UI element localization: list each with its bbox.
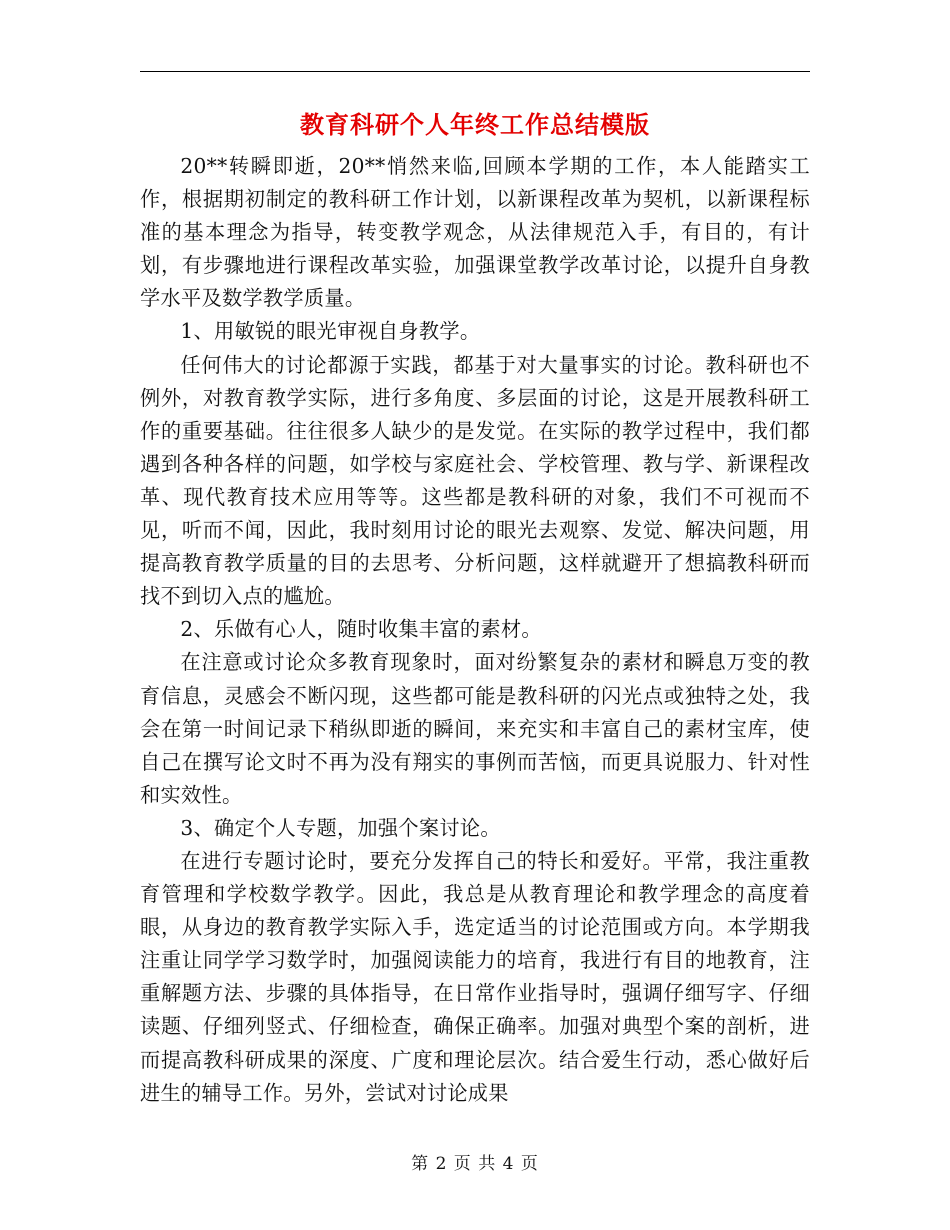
document-title: 教育科研个人年终工作总结模版: [300, 111, 650, 139]
document-body: [140, 150, 810, 1110]
paragraph-section-1: 任何伟大的讨论都源于实践，都基于对大量事实的讨论。教科研也不例外，对教育教学实际，进行多角度、多层面的讨论，这是开展教科研工作的重要基础。往往很多人缺少的是发觉。在实际的教学过程中，我们都遇到各种各样的问题，如学校与家庭社会、学校管理、教与学、新课程改革、现代教育技术应用等等。这些都是教科研的对象，我们不可视而不见，听而不闻，因此，我时刻用讨论的眼光去观察、发觉、解决问题，用提高教育教学质量的目的去思考、分析问题，这样就避开了想搞教科研而找不到切入点的尴尬。: [140, 352, 810, 609]
section-heading-3: 3、确定个人专题，加强个案讨论。: [180, 815, 501, 840]
paragraph-section-2: 在注意或讨论众多教育现象时，面对纷繁复杂的素材和瞬息万变的教育信息，灵感会不断闪现，这些都可能是教科研的闪光点或独特之处，我会在第一时间记录下稍纵即逝的瞬间，来充实和丰富自己的素材宝库，使自己在撰写论文时不再为没有翔实的事例而苦恼，而更具说服力、针对性和实效性。: [140, 650, 810, 807]
section-heading-1: 1、用敏锐的眼光审视自身教学。: [180, 319, 481, 344]
header-rule: [140, 71, 810, 72]
paragraph-section-3: 在进行专题讨论时，要充分发挥自己的特长和爱好。平常，我注重教育管理和学校数学教学。因此，我总是从教育理论和教学理念的高度着眼，从身边的教育教学实际入手，选定适当的讨论范围或方向。本学期我注重让同学学习数学时，加强阅读能力的培育，我进行有目的地教育，注重解题方法、步骤的具体指导，在日常作业指导时，强调仔细写字、仔细读题、仔细列竖式、仔细检查，确保正确率。加强对典型个案的剖析，进而提高教科研成果的深度、广度和理论层次。结合爱生行动，悉心做好后进生的辅导工作。另外，尝试对讨论成果: [140, 848, 810, 1105]
section-heading-2: 2、乐做有心人，随时收集丰富的素材。: [180, 617, 542, 642]
paragraph-intro: 20**转瞬即逝，20**悄然来临,回顾本学期的工作，本人能踏实工作，根据期初制定的教科研工作计划，以新课程改革为契机，以新课程标准的基本理念为指导，转变教学观念，从法律规范入手，有目的，有计划，有步骤地进行课程改革实验，加强课堂教学改革讨论，以提升自身教学水平及数学教学质量。: [140, 154, 810, 311]
page-number-footer: 第 2 页 共 4 页: [411, 1154, 539, 1174]
